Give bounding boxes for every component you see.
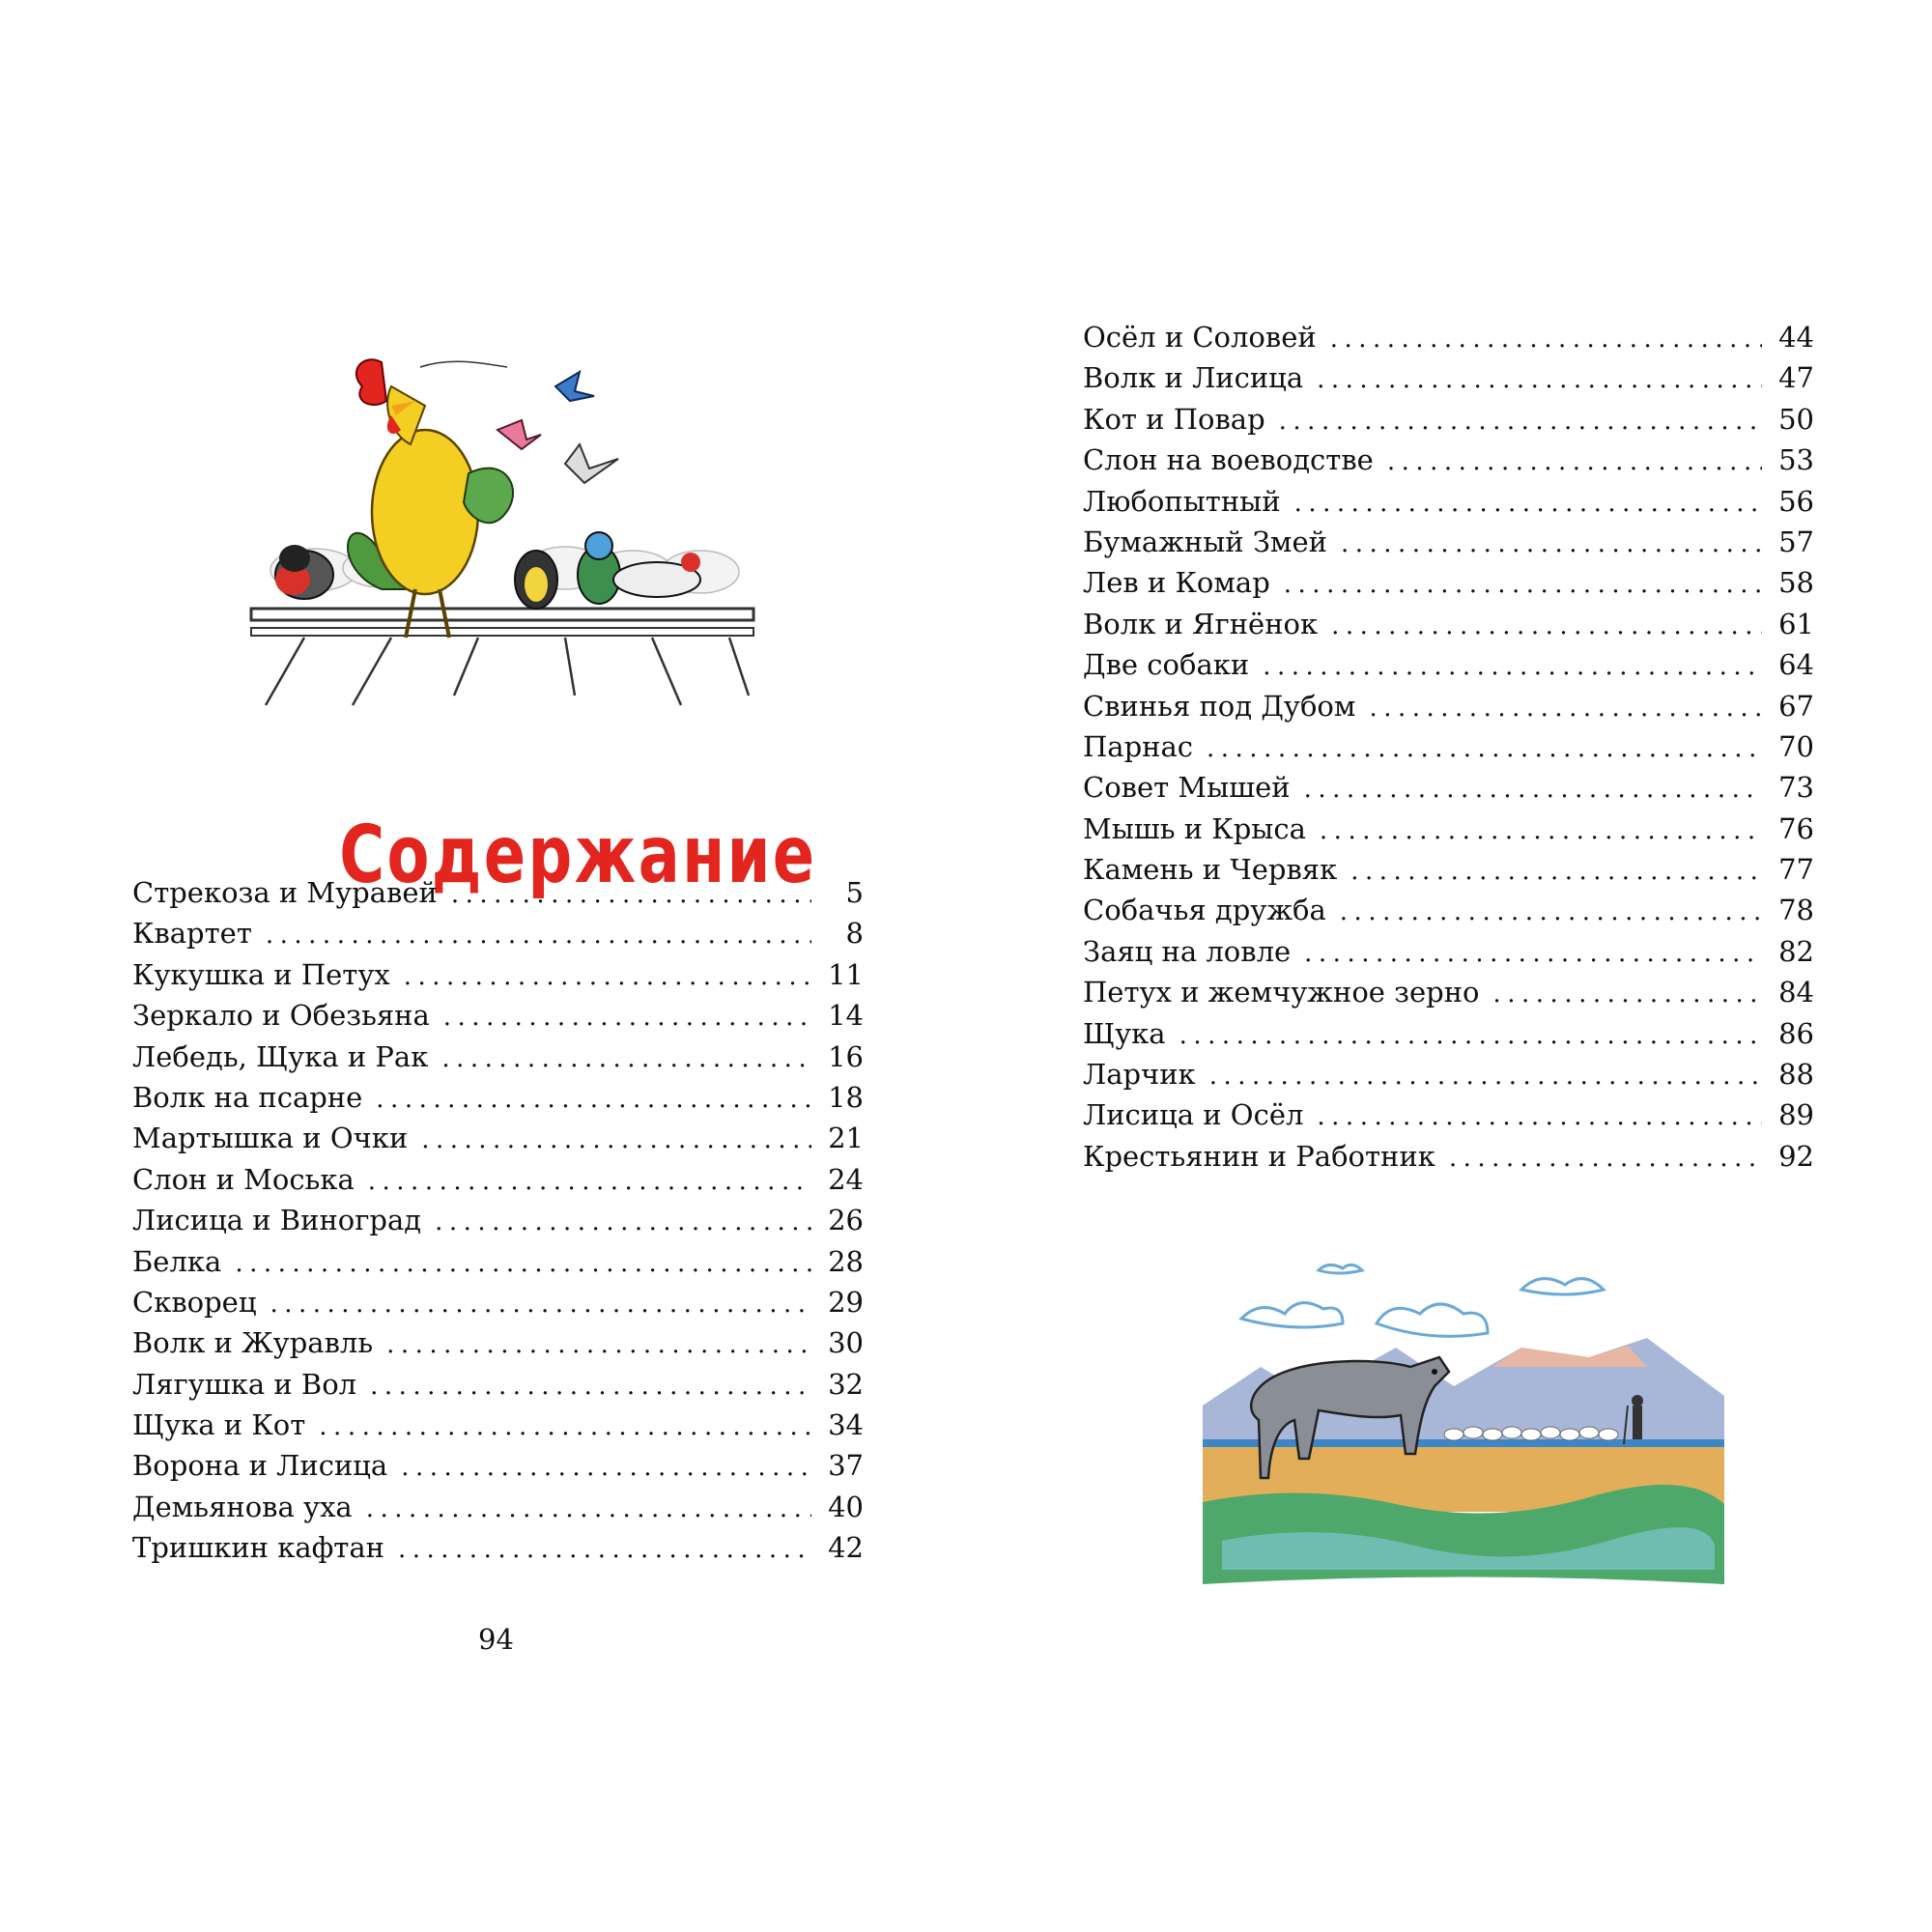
toc-entry[interactable] (1083, 686, 1814, 726)
toc-entry-page: 14 (828, 999, 864, 1033)
toc-entry-page: 89 (1778, 1098, 1814, 1132)
toc-entry-title: Щука и Кот (132, 1408, 306, 1442)
toc-entry[interactable] (132, 1527, 864, 1568)
toc-entry[interactable] (132, 1364, 864, 1405)
toc-entry-title: Слон на воеводстве (1083, 443, 1374, 477)
toc-entry[interactable] (132, 1282, 864, 1322)
toc-entry-page: 78 (1778, 894, 1814, 927)
dot-leader (401, 1447, 811, 1488)
dot-leader (376, 1079, 811, 1120)
toc-entry-title: Совет Мышей (1083, 771, 1291, 805)
toc-entry-page: 32 (828, 1367, 864, 1401)
dot-leader (1317, 359, 1762, 400)
toc-entry-title: Лебедь, Щука и Рак (132, 1039, 429, 1073)
dot-leader (1304, 933, 1762, 974)
toc-entry[interactable] (1083, 604, 1814, 644)
toc-entry[interactable] (132, 1322, 864, 1363)
toc-entry-title: Лягушка и Вол (132, 1367, 357, 1401)
toc-entry[interactable] (1083, 726, 1814, 767)
dot-leader (368, 1161, 811, 1202)
toc-entry-title: Заяц на ловле (1083, 934, 1292, 968)
dot-leader (1331, 606, 1762, 646)
toc-entry-title: Волк на псарне (132, 1080, 363, 1114)
toc-entry[interactable] (132, 1445, 864, 1486)
toc-entry-title: Петух и жемчужное зерно (1083, 976, 1480, 1009)
dot-leader (1341, 524, 1762, 564)
toc-entry-page: 28 (828, 1244, 864, 1278)
dot-leader (398, 1529, 811, 1570)
toc-entry-page: 5 (845, 876, 864, 909)
toc-entry[interactable] (132, 1077, 864, 1118)
toc-entry-page: 26 (828, 1204, 864, 1237)
toc-entry-page: 67 (1778, 689, 1814, 723)
toc-entry-page: 47 (1778, 361, 1814, 395)
toc-entry-page: 24 (828, 1162, 864, 1196)
toc-entry-page: 8 (845, 917, 864, 951)
toc-entry-title: Осёл и Соловей (1083, 321, 1317, 354)
toc-entry-title: Ларчик (1083, 1058, 1196, 1092)
dot-leader (1304, 769, 1762, 810)
toc-entry-title: Волк и Лисица (1083, 361, 1304, 395)
toc-entry[interactable] (1083, 399, 1814, 440)
dot-leader (451, 874, 811, 915)
dot-leader (1209, 1056, 1762, 1096)
toc-right-column (1083, 317, 1814, 1177)
toc-entry[interactable] (1083, 1054, 1814, 1094)
toc-entry-title: Собачья дружба (1083, 894, 1326, 927)
toc-left-column (132, 872, 864, 1569)
dot-leader (1179, 1015, 1762, 1056)
toc-entry-title: Зеркало и Обезьяна (132, 999, 430, 1033)
toc-entry-page: 37 (828, 1449, 864, 1483)
toc-entry-page: 84 (1778, 976, 1814, 1009)
toc-entry[interactable] (132, 1118, 864, 1158)
toc-entry-title: Две собаки (1083, 648, 1250, 682)
toc-entry-title: Демьянова уха (132, 1490, 353, 1523)
dot-leader (1369, 688, 1762, 728)
toc-entry-title: Скворец (132, 1285, 257, 1319)
dot-leader (386, 1324, 811, 1365)
toc-entry-title: Мартышка и Очки (132, 1122, 409, 1155)
page-number: 94 (478, 1623, 514, 1656)
toc-entry[interactable] (1083, 481, 1814, 522)
dot-leader (266, 915, 811, 955)
dot-leader (235, 1243, 811, 1284)
wolf-landscape-illustration (1203, 1251, 1724, 1599)
toc-entry-page: 64 (1778, 648, 1814, 682)
toc-entry-title: Белка (132, 1244, 222, 1278)
toc-entry-page: 58 (1778, 566, 1814, 600)
toc-entry-title: Волк и Ягнёнок (1083, 607, 1319, 640)
toc-entry[interactable] (132, 1159, 864, 1200)
toc-entry[interactable] (132, 1487, 864, 1527)
toc-entry[interactable] (1083, 1136, 1814, 1177)
toc-entry-title: Свинья под Дубом (1083, 689, 1356, 723)
toc-entry-page: 29 (828, 1285, 864, 1319)
toc-entry-title: Волк и Журавль (132, 1326, 374, 1360)
dot-leader (1340, 892, 1762, 932)
toc-entry-title: Слон и Моська (132, 1162, 355, 1196)
toc-entry[interactable] (1083, 522, 1814, 562)
toc-entry[interactable] (132, 1037, 864, 1077)
toc-entry-page: 21 (828, 1122, 864, 1155)
toc-entry[interactable] (1083, 440, 1814, 480)
toc-entry[interactable] (1083, 809, 1814, 849)
toc-entry-page: 16 (828, 1039, 864, 1073)
toc-entry-title: Стрекоза и Муравей (132, 876, 438, 909)
dot-leader (1387, 441, 1762, 482)
toc-entry-page: 88 (1778, 1058, 1814, 1092)
toc-entry[interactable] (132, 1405, 864, 1445)
dot-leader (1449, 1138, 1762, 1179)
toc-entry-title: Ворона и Лисица (132, 1449, 388, 1483)
toc-entry-page: 70 (1778, 729, 1814, 763)
toc-entry-title: Лисица и Виноград (132, 1204, 422, 1237)
toc-entry-title: Мышь и Крыса (1083, 811, 1306, 845)
toc-entry-page: 18 (828, 1080, 864, 1114)
toc-entry-page: 53 (1778, 443, 1814, 477)
toc-entry-page: 61 (1778, 607, 1814, 640)
toc-entry[interactable] (132, 954, 864, 995)
toc-entry[interactable] (1083, 317, 1814, 357)
toc-entry[interactable] (1083, 1013, 1814, 1054)
dot-leader (1493, 974, 1763, 1014)
toc-entry-title: Квартет (132, 917, 252, 951)
toc-entry[interactable] (1083, 849, 1814, 890)
toc-entry-page: 11 (828, 957, 864, 991)
dot-leader (421, 1120, 811, 1160)
dot-leader (1284, 564, 1762, 605)
dot-leader (1320, 810, 1762, 851)
toc-entry-title: Любопытный (1083, 484, 1281, 518)
dot-leader (1279, 401, 1762, 441)
toc-entry[interactable] (132, 1200, 864, 1240)
dot-leader (404, 956, 811, 997)
toc-entry-page: 42 (828, 1531, 864, 1565)
toc-entry[interactable] (132, 913, 864, 953)
toc-entry-title: Кот и Повар (1083, 402, 1265, 436)
toc-entry-page: 34 (828, 1408, 864, 1442)
toc-entry[interactable] (1083, 972, 1814, 1012)
toc-entry[interactable] (1083, 562, 1814, 603)
page-title: Содержание (339, 809, 817, 901)
toc-entry-page: 76 (1778, 811, 1814, 845)
dot-leader (1207, 728, 1762, 769)
toc-entry-title: Камень и Червяк (1083, 853, 1338, 887)
toc-entry[interactable] (132, 995, 864, 1036)
toc-entry-title: Щука (1083, 1016, 1166, 1050)
toc-entry[interactable] (1083, 644, 1814, 685)
dot-leader (435, 1202, 811, 1242)
toc-entry-title: Крестьянин и Работник (1083, 1139, 1435, 1173)
dot-leader (319, 1406, 811, 1447)
toc-entry[interactable] (1083, 1094, 1814, 1135)
toc-entry[interactable] (1083, 357, 1814, 398)
rooster-birds-illustration (246, 348, 758, 715)
toc-entry-title: Тришкин кафтан (132, 1531, 384, 1565)
toc-entry-title: Лев и Комар (1083, 566, 1270, 600)
toc-entry-page: 30 (828, 1326, 864, 1360)
dot-leader (370, 1366, 811, 1406)
toc-entry[interactable] (132, 1241, 864, 1282)
dot-leader (1294, 483, 1762, 524)
toc-entry-page: 92 (1778, 1139, 1814, 1173)
toc-entry-page: 56 (1778, 484, 1814, 518)
toc-entry-title: Кукушка и Петух (132, 957, 390, 991)
toc-entry-title: Парнас (1083, 729, 1194, 763)
dot-leader (1350, 851, 1762, 892)
toc-entry[interactable] (132, 872, 864, 913)
dot-leader (1330, 319, 1762, 359)
toc-entry[interactable] (1083, 767, 1814, 808)
toc-entry[interactable] (1083, 890, 1814, 930)
dot-leader (1317, 1096, 1762, 1137)
dot-leader (441, 1038, 811, 1079)
toc-entry-page: 57 (1778, 525, 1814, 558)
toc-entry[interactable] (1083, 931, 1814, 972)
toc-entry-page: 73 (1778, 771, 1814, 805)
toc-entry-page: 82 (1778, 934, 1814, 968)
toc-entry-page: 50 (1778, 402, 1814, 436)
dot-leader (366, 1489, 811, 1529)
dot-leader (1263, 646, 1762, 687)
toc-entry-title: Бумажный Змей (1083, 525, 1327, 558)
toc-entry-title: Лисица и Осёл (1083, 1098, 1304, 1132)
toc-entry-page: 40 (828, 1490, 864, 1523)
toc-entry-page: 77 (1778, 853, 1814, 887)
toc-entry-page: 44 (1778, 321, 1814, 354)
toc-entry-page: 86 (1778, 1016, 1814, 1050)
dot-leader (443, 997, 811, 1037)
dot-leader (270, 1284, 811, 1324)
